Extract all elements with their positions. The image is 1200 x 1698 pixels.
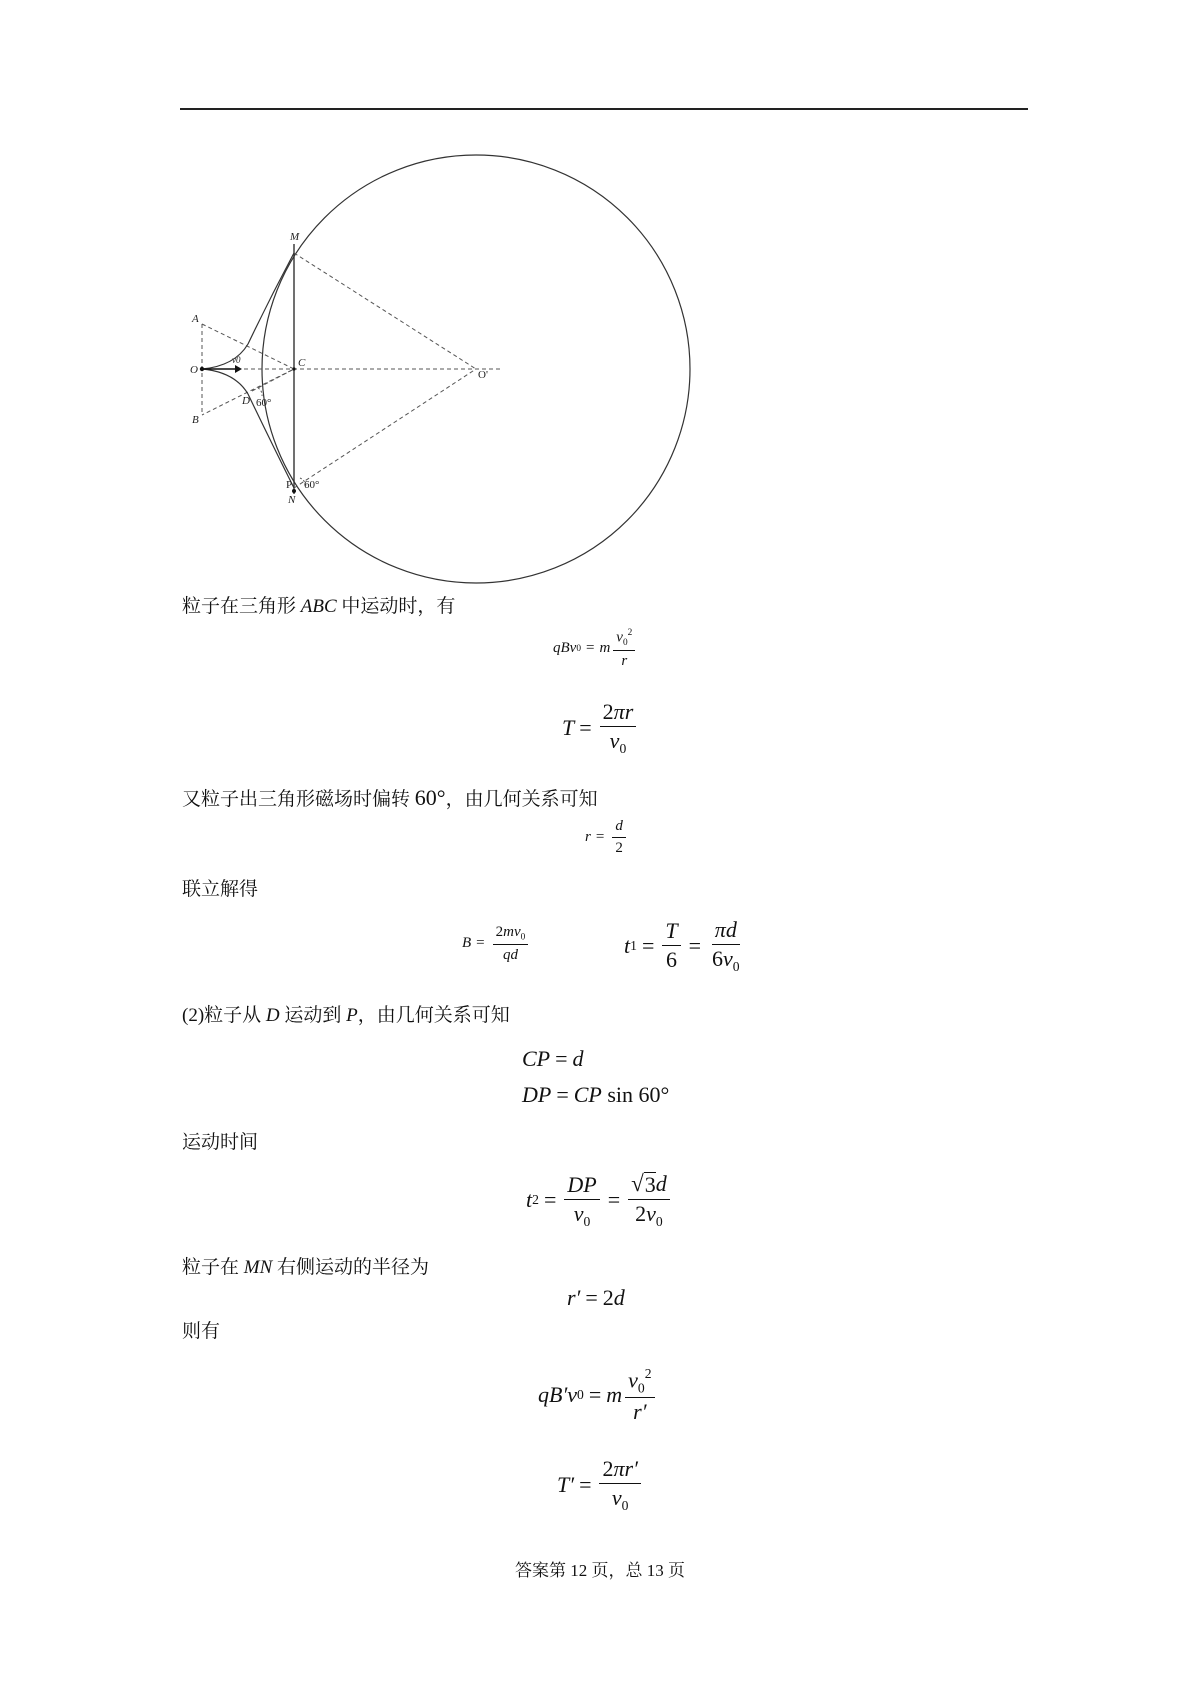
arrowhead-icon: [235, 365, 242, 373]
line4-post: ，由几何关系可知: [357, 1005, 510, 1026]
line6-mn: MN: [243, 1257, 273, 1278]
label-o-prime: O': [478, 369, 488, 381]
label-a: A: [192, 313, 199, 325]
line6-pre: 粒子在: [182, 1257, 244, 1278]
label-v0: v0: [232, 355, 241, 365]
equation-lorentz: qBv 0 = m $\frac{v_0^2}{r}$: [553, 628, 638, 669]
point-o: [200, 367, 204, 371]
angle-mark-d: [258, 388, 262, 396]
equation-b: B = $\frac{2mv_0}{qd}$: [462, 924, 531, 964]
line4-pre: (2)粒子从: [182, 1005, 266, 1026]
line1-post: 中运动时，有: [336, 596, 456, 617]
line4-p: P: [346, 1005, 358, 1026]
label-c: C: [298, 357, 306, 369]
line-p-oprime: [294, 369, 476, 488]
label-m: M: [290, 231, 300, 243]
text-line-2: [182, 786, 598, 812]
equation-period-prime: T′ = $\frac{2\pi r'}{v_0}$: [557, 1457, 644, 1513]
trajectory-upper: [202, 253, 294, 369]
diagram-svg: [180, 148, 700, 584]
point-p: [292, 489, 296, 493]
label-angle-p: 60°: [304, 479, 320, 491]
line6-post: 右侧运动的半径为: [272, 1257, 430, 1278]
text-line-6: [182, 1256, 429, 1280]
equation-period: T = $\frac{2\pi r}{v_0}$: [562, 700, 639, 756]
text-line-4: [182, 1004, 510, 1028]
page-footer: 答案第 12 页，总 13 页: [515, 1561, 685, 1580]
point-c: [292, 367, 295, 370]
line2-post: ，由几何关系可知: [445, 789, 598, 810]
text-line-5: 运动时间: [182, 1132, 259, 1153]
label-b: B: [192, 414, 199, 426]
label-n: N: [288, 494, 296, 506]
text-line-1: [182, 595, 455, 619]
line4-mid: 运动到: [279, 1005, 347, 1026]
equation-t1: t 1 = $\frac{T}{6}$ = $\frac{\pi d}{6v_0}$: [624, 917, 740, 974]
equation-dp: DP = CP sin 60°: [522, 1082, 670, 1107]
line1-pre: 粒子在三角形: [182, 596, 301, 617]
line4-d: D: [265, 1005, 280, 1026]
label-d: D: [242, 395, 250, 407]
equation-cp: CP = d: [522, 1046, 584, 1071]
line1-abc: ABC: [300, 596, 337, 617]
text-line-3: 联立解得: [182, 879, 259, 900]
line2-degree: 60°: [414, 785, 446, 810]
equation-t2: t 2 = $\frac{DP}{v_0}$ = √ 3 d $2v_0$: [526, 1172, 673, 1229]
label-o: O: [190, 364, 198, 376]
equation-r-prime: r′ = 2 d: [567, 1285, 625, 1310]
label-angle-d: 60°: [256, 397, 272, 409]
physics-diagram: [180, 148, 700, 584]
equation-radius: r = $\frac{d}{2}$: [585, 818, 629, 856]
line-m-oprime: [294, 253, 476, 369]
label-p: P: [286, 479, 293, 491]
trajectory-lower: [202, 369, 294, 488]
header-rule: [180, 108, 1028, 110]
equation-lorentz-prime: qB′v 0 = m $\frac{v_0^2}{r'}$: [538, 1366, 658, 1425]
line2-pre: 又粒子出三角形磁场时偏转: [182, 789, 415, 810]
text-line-7: 则有: [182, 1321, 221, 1342]
